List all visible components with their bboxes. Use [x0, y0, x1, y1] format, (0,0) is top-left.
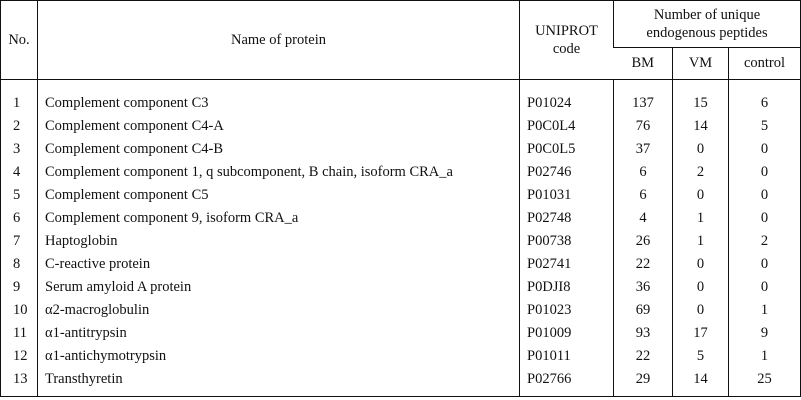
vm-count: 1 [673, 207, 729, 230]
bm-count: 6 [614, 161, 673, 184]
protein-name: Transthyretin [38, 368, 520, 397]
header-code [520, 1, 614, 80]
uniprot-code: P0C0L4 [520, 115, 614, 138]
row-number: 3 [1, 138, 38, 161]
row-number: 6 [1, 207, 38, 230]
row-number: 8 [1, 253, 38, 276]
vm-count: 1 [673, 230, 729, 253]
vm-count: 14 [673, 115, 729, 138]
bm-count: 22 [614, 345, 673, 368]
control-count: 1 [729, 299, 801, 322]
control-count: 9 [729, 322, 801, 345]
control-count: 0 [729, 207, 801, 230]
header-code-line1: UNIPROT [535, 23, 598, 39]
row-number: 2 [1, 115, 38, 138]
row-number: 9 [1, 276, 38, 299]
header-control: control [729, 48, 801, 80]
control-count: 6 [729, 80, 801, 116]
uniprot-code: P0C0L5 [520, 138, 614, 161]
table-row [1, 276, 801, 299]
table-row [1, 138, 801, 161]
row-number: 4 [1, 161, 38, 184]
bm-count: 22 [614, 253, 673, 276]
table-row [1, 80, 801, 116]
row-number: 5 [1, 184, 38, 207]
table-row [1, 322, 801, 345]
protein-name: Complement component 1, q subcomponent, B chain, isoform CRA_a [38, 161, 520, 184]
protein-name: α2-macroglobulin [38, 299, 520, 322]
header-code-line2: code [552, 41, 581, 57]
table-row [1, 115, 801, 138]
table-row [1, 207, 801, 230]
uniprot-code: P01031 [520, 184, 614, 207]
uniprot-code: P0DJI8 [520, 276, 614, 299]
vm-count: 5 [673, 345, 729, 368]
bm-count: 36 [614, 276, 673, 299]
table-row [1, 345, 801, 368]
protein-name: Complement component C4-A [38, 115, 520, 138]
vm-count: 0 [673, 253, 729, 276]
bm-count: 26 [614, 230, 673, 253]
row-number: 10 [1, 299, 38, 322]
protein-name: Serum amyloid A protein [38, 276, 520, 299]
protein-name: Complement component C5 [38, 184, 520, 207]
control-count: 25 [729, 368, 801, 397]
row-number: 11 [1, 322, 38, 345]
bm-count: 37 [614, 138, 673, 161]
row-number: 7 [1, 230, 38, 253]
vm-count: 14 [673, 368, 729, 397]
protein-name: Complement component C3 [38, 80, 520, 116]
protein-name: α1-antitrypsin [38, 322, 520, 345]
table-body [1, 80, 801, 397]
header-group-line1: Number of unique [653, 7, 761, 23]
control-count: 0 [729, 138, 801, 161]
table-header [1, 1, 801, 80]
header-group-line2: endogenous peptides [646, 25, 768, 41]
bm-count: 137 [614, 80, 673, 116]
row-number: 12 [1, 345, 38, 368]
bm-count: 93 [614, 322, 673, 345]
row-number: 1 [1, 80, 38, 116]
table-row [1, 184, 801, 207]
bm-count: 4 [614, 207, 673, 230]
control-count: 0 [729, 161, 801, 184]
table-row [1, 368, 801, 397]
control-count: 0 [729, 276, 801, 299]
table-row [1, 299, 801, 322]
uniprot-code: P01009 [520, 322, 614, 345]
protein-name: Haptoglobin [38, 230, 520, 253]
header-name: Name of protein [38, 1, 520, 80]
uniprot-code: P00738 [520, 230, 614, 253]
vm-count: 0 [673, 138, 729, 161]
header-peptide-group [614, 1, 801, 48]
table-row [1, 161, 801, 184]
header-vm: VM [673, 48, 729, 80]
uniprot-code: P02741 [520, 253, 614, 276]
protein-name: C-reactive protein [38, 253, 520, 276]
uniprot-code: P02748 [520, 207, 614, 230]
uniprot-code: P01023 [520, 299, 614, 322]
uniprot-code: P02766 [520, 368, 614, 397]
bm-count: 69 [614, 299, 673, 322]
bm-count: 76 [614, 115, 673, 138]
bm-count: 29 [614, 368, 673, 397]
header-bm: BM [614, 48, 673, 80]
protein-name: α1-antichymotrypsin [38, 345, 520, 368]
protein-name: Complement component C4-B [38, 138, 520, 161]
uniprot-code: P01011 [520, 345, 614, 368]
vm-count: 15 [673, 80, 729, 116]
control-count: 0 [729, 184, 801, 207]
uniprot-code: P02746 [520, 161, 614, 184]
row-number: 13 [1, 368, 38, 397]
vm-count: 0 [673, 276, 729, 299]
table-row [1, 230, 801, 253]
vm-count: 0 [673, 299, 729, 322]
protein-name: Complement component 9, isoform CRA_a [38, 207, 520, 230]
vm-count: 17 [673, 322, 729, 345]
control-count: 5 [729, 115, 801, 138]
vm-count: 2 [673, 161, 729, 184]
control-count: 0 [729, 253, 801, 276]
table-row [1, 253, 801, 276]
header-no: No. [1, 1, 38, 80]
uniprot-code: P01024 [520, 80, 614, 116]
vm-count: 0 [673, 184, 729, 207]
control-count: 2 [729, 230, 801, 253]
bm-count: 6 [614, 184, 673, 207]
control-count: 1 [729, 345, 801, 368]
